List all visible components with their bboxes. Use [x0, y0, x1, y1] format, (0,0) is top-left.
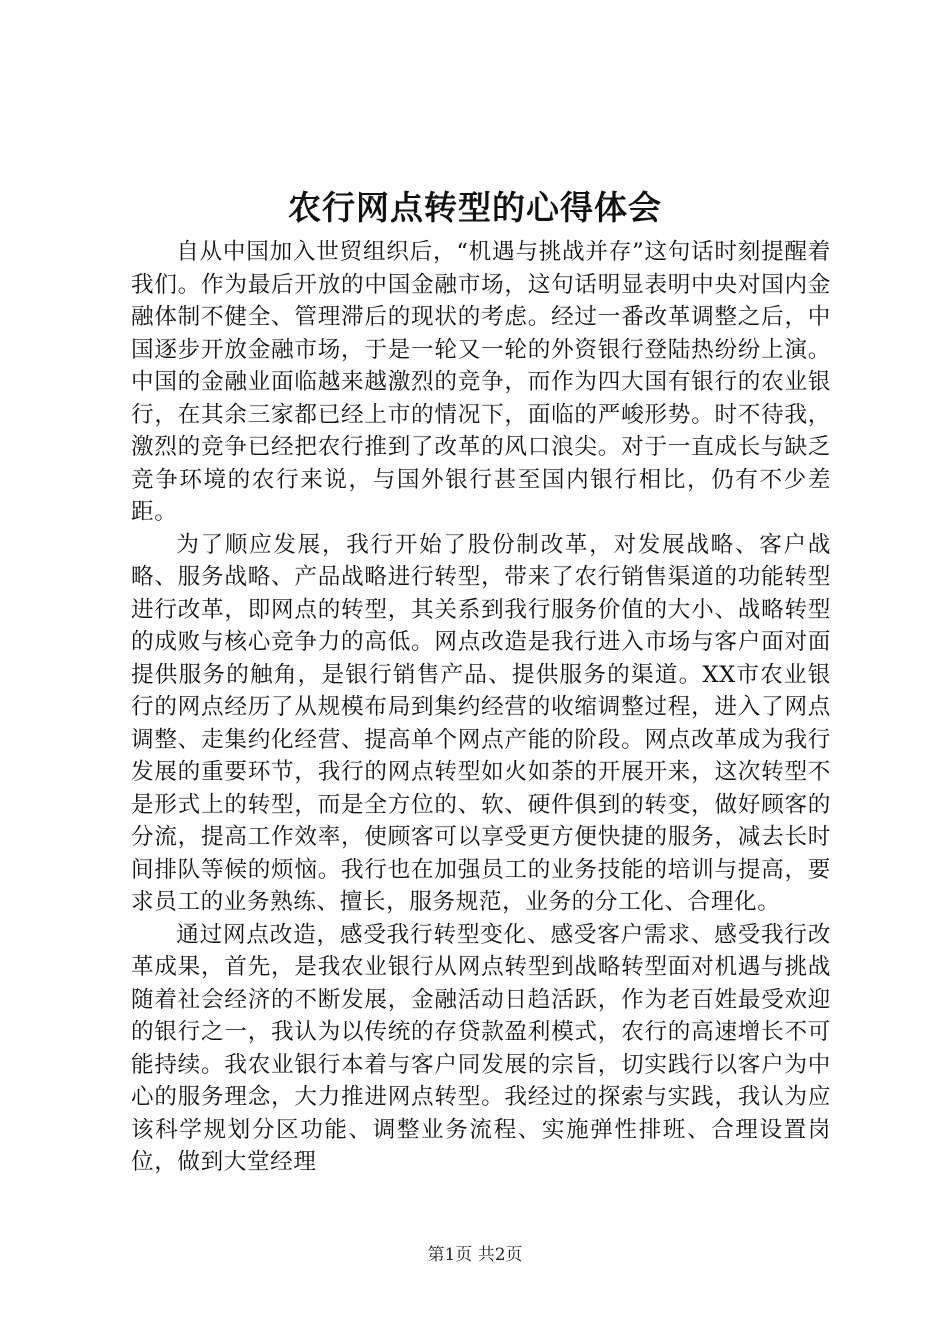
paragraph-1: 自从中国加入世贸组织后，“机遇与挑战并存”这句话时刻提醒着我们。作为最后开放的中国金融市场，这句话明显表明中央对国内金融体制不健全、管理滞后的现状的考虑。经过一番改革调整之后，中国逐步开放金融市场，于是一轮又一轮的外资银行登陆热纷纷上演。中国的金融业面临越来越激烈的竞争，而作为四大国有银行的农业银行，在其余三家都已经上市的情况下，面临的严峻形势。时不待我，激烈的竞争已经把农行推到了改革的风口浪尖。对于一直成长与缺乏竞争环境的农行来说，与国外银行甚至国内银行相比，仍有不少差距。: [131, 239, 831, 525]
page-footer: 第1页 共2页: [427, 1245, 523, 1265]
paragraph-2: 为了顺应发展，我行开始了股份制改革，对发展战略、客户战略、服务战略、产品战略进行转型，带来了农行销售渠道的功能转型进行改革，即网点的转型，其关系到我行服务价值的大小、战略转型的成败与核心竞争力的高低。网点改造是我行进入市场与客户面对面提供服务的触角，是银行销售产品、提供服务的渠道。XX市农业银行的网点经历了从规模布局到集约经营的收缩调整过程，进入了网点调整、走集约化经营、提高单个网点产能的阶段。网点改革成为我行发展的重要环节，我行的网点转型如火如荼的开展开来，这次转型不是形式上的转型，而是全方位的、软、硬件俱到的转变，做好顾客的分流，提高工作效率，使顾客可以享受更方便快捷的服务，减去长时间排队等候的烦恼。我行也在加强员工的业务技能的培训与提高，要求员工的业务熟练、擅长，服务规范，业务的分工化、合理化。: [131, 531, 831, 915]
paragraph-3: 通过网点改造，感受我行转型变化、感受客户需求、感受我行改革成果，首先，是我农业银行从网点转型到战略转型面对机遇与挑战随着社会经济的不断发展，金融活动日趋活跃，作为老百姓最受欢迎的银行之一，我认为以传统的存贷款盈利模式，农行的高速增长不可能持续。我农业银行本着与客户同发展的宗旨，切实践行以客户为中心的服务理念，大力推进网点转型。我经过的探索与实践，我认为应该科学规划分区功能、调整业务流程、实施弹性排班、合理设置岗位，做到大堂经理: [131, 921, 831, 1175]
document-title: 农行网点转型的心得体会: [288, 188, 662, 227]
document-body: [131, 236, 831, 1179]
